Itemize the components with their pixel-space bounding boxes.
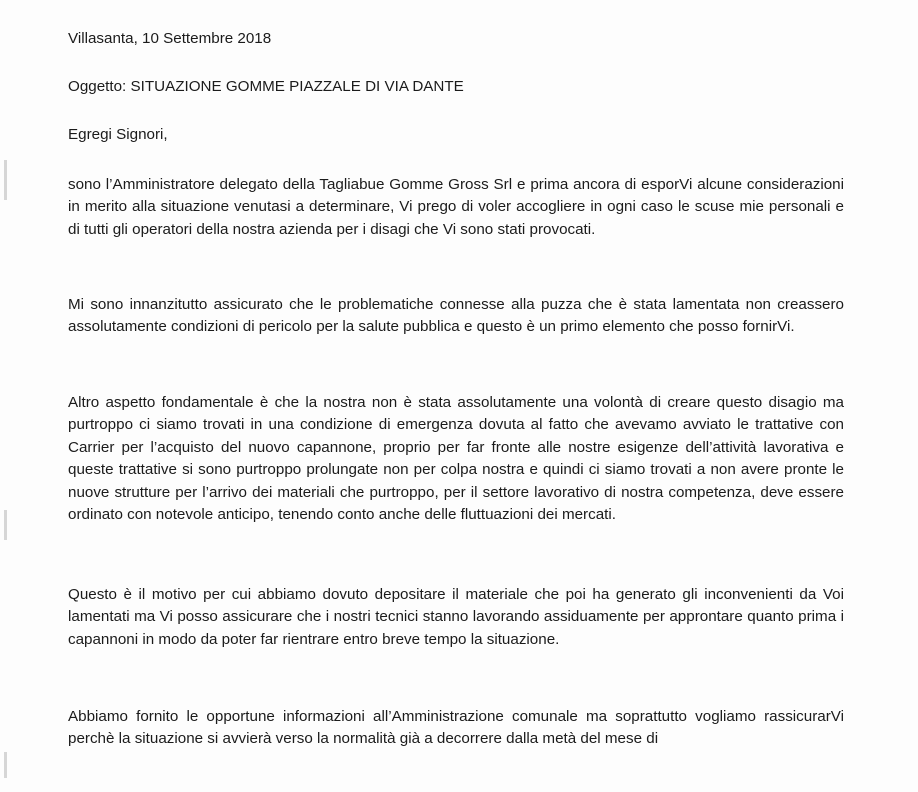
letter-subject: Oggetto: SITUAZIONE GOMME PIAZZALE DI VIA DANTE	[68, 78, 464, 95]
scan-edge-mark	[4, 160, 7, 200]
paragraph-material-deposit: Questo è il motivo per cui abbiamo dovuto depositare il materiale che poi ha generato gli inconvenienti da Voi lamentati ma Vi posso assicurare che i nostri tecnici stanno lavorando assiduamente per approntare quanto prima i capannoni in modo da poter far rientrare entro breve tempo la situazione.	[68, 586, 844, 648]
scan-edge-mark	[4, 752, 7, 778]
scan-edge-mark	[4, 510, 7, 540]
paragraph-health-safety: Mi sono innanzitutto assicurato che le problematiche connesse alla puzza che è stata lamentata non creassero assolutamente condizioni di pericolo per la salute pubblica e questo è un primo elemento che posso fornirVi.	[68, 296, 844, 336]
place-date: Villasanta, 10 Settembre 2018	[68, 30, 272, 47]
paragraph-emergency-cause: Altro aspetto fondamentale è che la nostra non è stata assolutamente una volontà di creare questo disagio ma purtroppo ci siamo trovati in una condizione di emergenza dovuta al fatto che avevamo avviato le trattative con Carrier per l’acquisto del nuovo capannone, proprio per far fronte alle nostre esigenze dell’attività lavorativa e queste trattative si sono purtroppo prolungate non per colpa nostra e quindi ci siamo trovati a non avere pronte le nuove strutture per l’arrivo dei materiali che purtroppo, per il settore lavorativo di nostra competenza, deve essere ordinato con notevole anticipo, tenendo conto anche delle fluttuazioni dei mercati.	[68, 394, 844, 524]
paragraph-information: Abbiamo fornito le opportune informazioni all’Amministrazione comunale ma soprattutto vogliamo rassicurarVi perchè la situazione si avvierà verso la normalità già a decorrere dalla metà del mese di	[68, 708, 844, 748]
salutation: Egregi Signori,	[68, 126, 168, 143]
paragraph-apology: sono l’Amministratore delegato della Tagliabue Gomme Gross Srl e prima ancora di esporVi alcune considerazioni in merito alla situazione venutasi a determinare, Vi prego di voler accogliere in ogni caso le scuse mie personali e di tutti gli operatori della nostra azienda per i disagi che Vi sono stati provocati.	[68, 176, 844, 238]
